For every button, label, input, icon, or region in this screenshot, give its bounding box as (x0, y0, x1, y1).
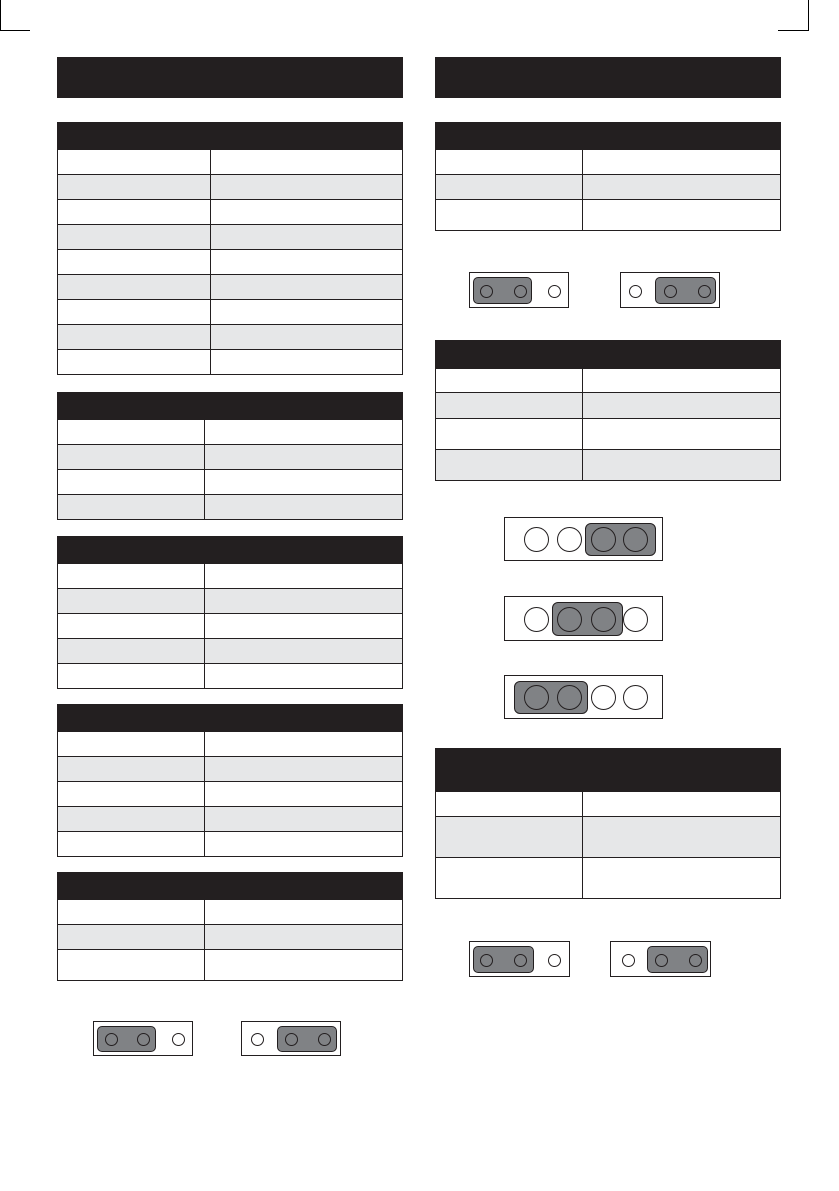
corner-mark-right-vertical (808, 0, 809, 30)
table-row (58, 299, 402, 324)
pin-icon (591, 685, 616, 710)
pin-icon (591, 607, 616, 632)
pin-icon (514, 954, 527, 967)
left-table-4 (57, 704, 403, 857)
table-row (58, 899, 402, 924)
table-row (58, 324, 402, 349)
corner-mark-right-horizontal (778, 30, 809, 31)
table-header (58, 123, 402, 149)
table-row (58, 174, 402, 199)
table-header (58, 873, 402, 899)
jumper-diagram (610, 941, 711, 977)
table-header (436, 749, 780, 791)
left-table-3 (57, 536, 403, 689)
pin-icon (655, 954, 668, 967)
table-row (436, 174, 780, 199)
pin-icon (480, 954, 493, 967)
jumper-diagram (620, 272, 720, 308)
table-header (436, 123, 780, 149)
pin-icon (172, 1033, 185, 1046)
table-header (436, 341, 780, 368)
jumper-diagram (469, 941, 570, 977)
pin-icon (285, 1033, 298, 1046)
table-row (58, 756, 402, 781)
table-row (436, 449, 780, 480)
pin-icon (480, 285, 493, 298)
jumper-diagram (504, 517, 663, 561)
left-table-2 (57, 392, 403, 520)
right-table-3 (435, 748, 781, 899)
jumper-diagram (93, 1021, 193, 1056)
pin-icon (137, 1033, 150, 1046)
pin-icon (689, 954, 702, 967)
table-row (436, 368, 780, 392)
table-row (58, 494, 402, 519)
pin-icon (557, 527, 582, 552)
pin-icon (623, 607, 648, 632)
table-row (58, 731, 402, 756)
table-row (58, 588, 402, 613)
table-row (58, 224, 402, 249)
table-header (58, 705, 402, 731)
table-row (58, 563, 402, 588)
table-row (58, 274, 402, 299)
table-row (58, 349, 402, 374)
jumper-diagram (504, 675, 663, 719)
table-row (436, 199, 780, 230)
table-row (58, 781, 402, 806)
pin-icon (664, 285, 677, 298)
jumper-diagram (469, 272, 569, 308)
table-row (58, 924, 402, 949)
pin-icon (251, 1033, 264, 1046)
table-row (436, 149, 780, 174)
pin-icon (318, 1033, 331, 1046)
pin-icon (548, 285, 561, 298)
table-row (436, 857, 780, 898)
table-header (58, 393, 402, 419)
table-row (58, 149, 402, 174)
table-row (58, 638, 402, 663)
pin-icon (557, 607, 582, 632)
pin-icon (548, 954, 561, 967)
corner-mark-left-horizontal (0, 30, 30, 31)
left-table-5 (57, 872, 403, 981)
pin-icon (622, 954, 635, 967)
jumper-diagram (241, 1021, 341, 1056)
table-row (58, 663, 402, 688)
pin-icon (623, 685, 648, 710)
pin-icon (623, 527, 648, 552)
table-row (58, 831, 402, 856)
left-section-title-bar (57, 57, 403, 98)
right-section-title-bar (435, 57, 781, 98)
pin-icon (524, 607, 549, 632)
table-header (58, 537, 402, 563)
right-table-2 (435, 340, 781, 481)
table-row (436, 418, 780, 449)
table-row (58, 444, 402, 469)
pin-icon (524, 527, 549, 552)
pin-icon (514, 285, 527, 298)
jumper-diagram (504, 596, 663, 641)
table-row (58, 419, 402, 444)
right-table-1 (435, 122, 781, 231)
table-row (58, 199, 402, 224)
pin-icon (629, 285, 642, 298)
pin-icon (105, 1033, 118, 1046)
corner-mark-left-vertical (0, 0, 1, 30)
pin-icon (557, 685, 582, 710)
table-row (58, 806, 402, 831)
table-row (58, 949, 402, 980)
table-row (58, 469, 402, 494)
table-row (58, 613, 402, 638)
table-row (436, 816, 780, 857)
table-row (436, 392, 780, 418)
left-table-1 (57, 122, 403, 375)
table-row (58, 249, 402, 274)
pin-icon (524, 685, 549, 710)
pin-icon (698, 285, 711, 298)
pin-icon (591, 527, 616, 552)
table-row (436, 791, 780, 816)
